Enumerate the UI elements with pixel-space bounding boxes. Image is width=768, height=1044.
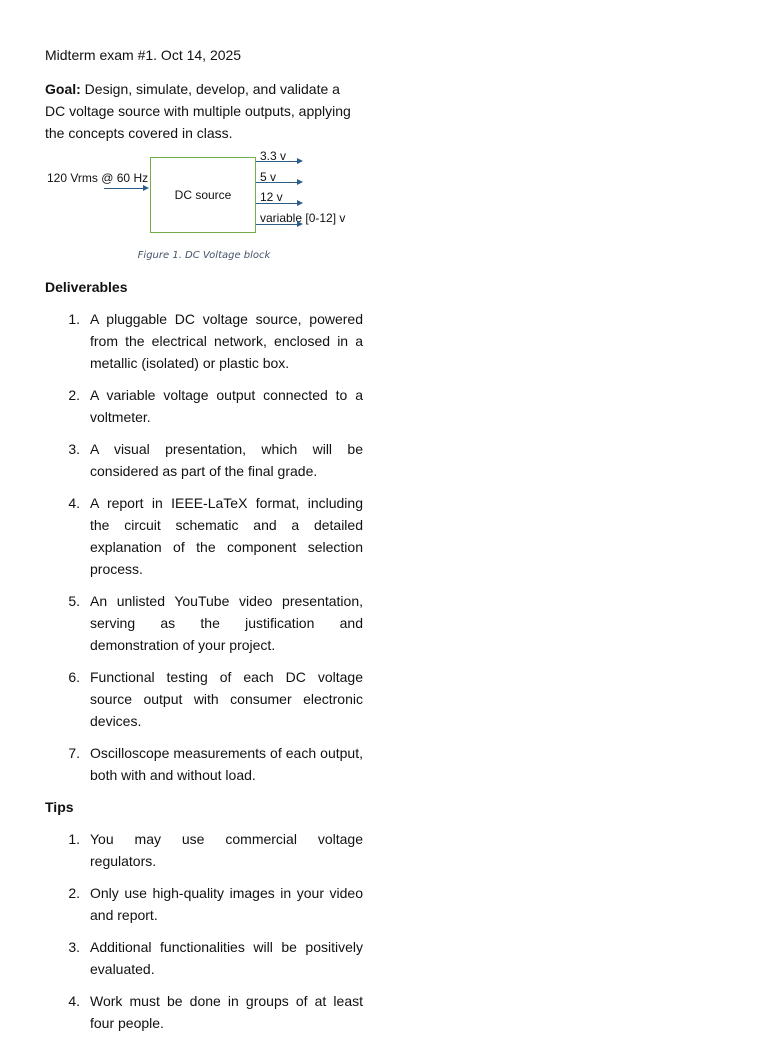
list-item xyxy=(45,990,363,1034)
output-arrow-5v xyxy=(256,182,301,183)
item-number: 4. xyxy=(68,993,80,1009)
item-text: A report in IEEE-LaTeX format, including the circuit schematic and a detailed explanation of the component selection process. xyxy=(90,495,363,577)
item-number: 3. xyxy=(68,441,80,457)
output-arrow-variable xyxy=(256,224,301,225)
dc-source-label: DC source xyxy=(174,188,232,202)
item-text: Only use high-quality images in your video and report. xyxy=(90,885,363,923)
list-item xyxy=(45,384,363,428)
list-item xyxy=(45,492,363,580)
goal-label: Goal: xyxy=(45,81,81,97)
list-item xyxy=(45,438,363,482)
list-item xyxy=(45,308,363,374)
item-text: Work must be done in groups of at least four people. xyxy=(90,993,363,1031)
list-item xyxy=(45,936,363,980)
item-number: 1. xyxy=(68,311,80,327)
item-number: 6. xyxy=(68,669,80,685)
item-number: 2. xyxy=(68,387,80,403)
item-number: 1. xyxy=(68,831,80,847)
output-label-12v: 12 v xyxy=(260,190,283,204)
output-label-variable: variable [0-12] v xyxy=(260,211,346,225)
output-label-3v3: 3.3 v xyxy=(260,149,287,163)
goal-text: Design, simulate, develop, and validate a DC voltage source with multiple outputs, applying the concepts covered in class. xyxy=(45,81,351,141)
item-text: A pluggable DC voltage source, powered from the electrical network, enclosed in a metallic (isolated) or plastic box. xyxy=(90,311,363,371)
tips-list xyxy=(45,828,363,1034)
list-item xyxy=(45,590,363,656)
document-title: Midterm exam #1. Oct 14, 2025 xyxy=(45,47,242,63)
list-item xyxy=(45,666,363,732)
item-number: 3. xyxy=(68,939,80,955)
item-text: A visual presentation, which will be considered as part of the final grade. xyxy=(90,441,363,479)
deliverables-heading: Deliverables xyxy=(45,279,128,295)
item-number: 2. xyxy=(68,885,80,901)
item-text: Additional functionalities will be positively evaluated. xyxy=(90,939,363,977)
list-item xyxy=(45,742,363,786)
item-text: Oscilloscope measurements of each output, both with and without load. xyxy=(90,745,363,783)
item-number: 7. xyxy=(68,745,80,761)
output-arrow-12v xyxy=(256,203,301,204)
input-label: 120 Vrms @ 60 Hz xyxy=(47,171,149,185)
goal-paragraph xyxy=(45,78,363,144)
output-arrow-3v3 xyxy=(256,161,301,162)
input-arrow xyxy=(104,188,147,189)
tips-heading: Tips xyxy=(45,799,74,815)
dc-voltage-block-diagram xyxy=(45,150,363,242)
item-number: 5. xyxy=(68,593,80,609)
item-text: You may use commercial voltage regulators. xyxy=(90,831,363,869)
dc-source-box xyxy=(150,157,256,233)
item-text: A variable voltage output connected to a voltmeter. xyxy=(90,387,363,425)
item-number: 4. xyxy=(68,495,80,511)
figure-caption: Figure 1. DC Voltage block xyxy=(137,250,271,261)
item-text: An unlisted YouTube video presentation, serving as the justification and demonstration of your project. xyxy=(90,593,363,653)
item-text: Functional testing of each DC voltage source output with consumer electronic devices. xyxy=(90,669,363,729)
list-item xyxy=(45,828,363,872)
document-page xyxy=(45,44,363,1044)
list-item xyxy=(45,882,363,926)
output-label-5v: 5 v xyxy=(260,170,277,184)
deliverables-list xyxy=(45,308,363,786)
